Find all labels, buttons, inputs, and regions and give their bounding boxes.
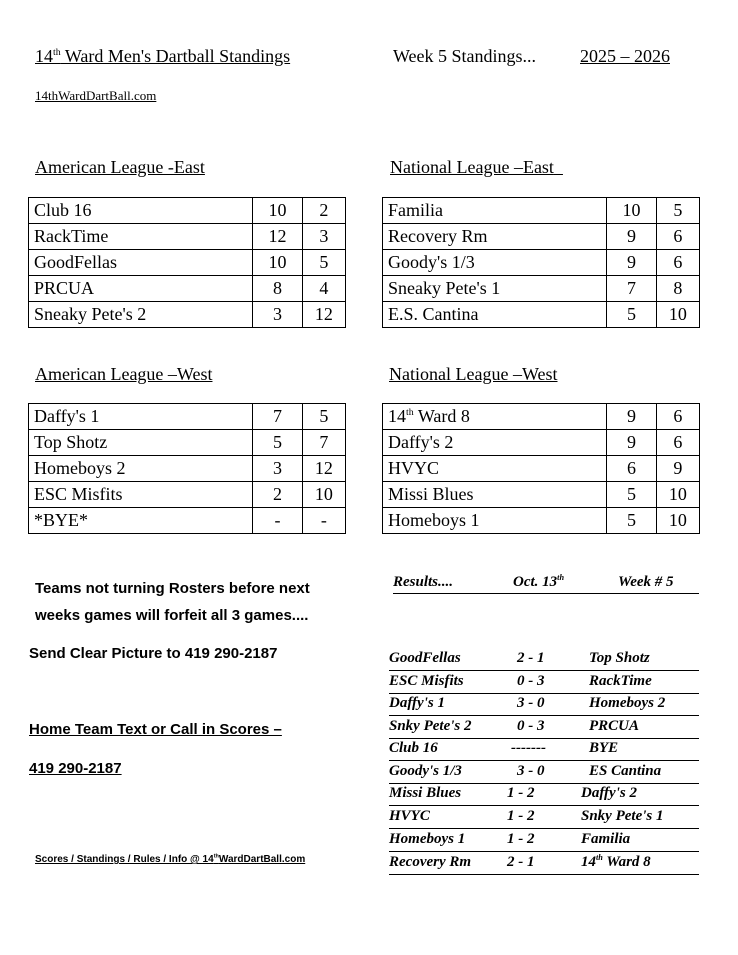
team-name: Sneaky Pete's 2 — [29, 302, 253, 328]
results-date: Oct. 13th — [513, 573, 565, 590]
result-row — [389, 829, 699, 852]
team-losses: 8 — [656, 276, 699, 302]
away-team: Familia — [581, 831, 631, 847]
team-wins: 3 — [253, 302, 302, 328]
away-team: Snky Pete's 1 — [581, 808, 664, 824]
away-team: RackTime — [589, 673, 652, 689]
al-west-standings-table — [28, 403, 346, 534]
team-name: 14th Ward 8 — [383, 404, 607, 430]
team-losses: 10 — [656, 508, 699, 534]
team-losses: 2 — [302, 198, 345, 224]
team-wins: 5 — [607, 482, 656, 508]
result-row — [389, 671, 699, 694]
home-team: Missi Blues — [389, 785, 462, 801]
team-losses: 10 — [656, 302, 699, 328]
team-wins: 3 — [253, 456, 302, 482]
result-row — [389, 648, 699, 671]
team-wins: 5 — [253, 430, 302, 456]
home-team: Snky Pete's 2 — [389, 718, 472, 734]
al-west-title: American League –West — [35, 364, 213, 384]
table-row — [383, 198, 700, 224]
results-label: Results.... — [393, 574, 454, 590]
score: 1 - 2 — [507, 808, 535, 824]
team-name: E.S. Cantina — [383, 302, 607, 328]
team-name: Club 16 — [29, 198, 253, 224]
team-name: Missi Blues — [383, 482, 607, 508]
result-row — [389, 693, 699, 716]
team-wins: 10 — [253, 250, 302, 276]
away-team: ES Cantina — [589, 763, 662, 779]
away-team: BYE — [589, 740, 619, 756]
home-team: Homeboys 1 — [389, 831, 466, 847]
team-losses: 6 — [656, 404, 699, 430]
home-team: Daffy's 1 — [389, 695, 445, 711]
table-row — [383, 302, 700, 328]
away-team: Daffy's 2 — [581, 785, 637, 801]
score: 3 - 0 — [517, 763, 545, 779]
score: 1 - 2 — [507, 831, 535, 847]
home-team: HVYC — [389, 808, 430, 824]
rosters-notice-line1: Teams not turning Rosters before next — [35, 580, 310, 597]
team-losses: 10 — [656, 482, 699, 508]
team-wins: 9 — [607, 250, 656, 276]
team-losses: 3 — [302, 224, 345, 250]
result-row — [389, 852, 699, 875]
team-wins: 7 — [607, 276, 656, 302]
website-link[interactable]: 14thWardDartBall.com — [35, 88, 157, 103]
table-row — [383, 456, 700, 482]
table-row — [29, 198, 346, 224]
result-row — [389, 716, 699, 739]
result-row — [389, 806, 699, 829]
home-team: ESC Misfits — [389, 673, 464, 689]
team-name: Familia — [383, 198, 607, 224]
team-name: Homeboys 1 — [383, 508, 607, 534]
team-wins: 12 — [253, 224, 302, 250]
team-losses: 6 — [656, 430, 699, 456]
team-name: Daffy's 1 — [29, 404, 253, 430]
table-row — [383, 430, 700, 456]
team-name: PRCUA — [29, 276, 253, 302]
team-losses: 5 — [302, 250, 345, 276]
nl-west-title: National League –West — [389, 364, 558, 384]
team-wins: 5 — [607, 508, 656, 534]
team-wins: 9 — [607, 224, 656, 250]
home-team: GoodFellas — [389, 650, 461, 666]
table-row — [383, 224, 700, 250]
page-title: 14th Ward Men's Dartball Standings — [35, 46, 291, 66]
team-name: Recovery Rm — [383, 224, 607, 250]
score: 2 - 1 — [507, 854, 535, 870]
result-row — [389, 783, 699, 806]
team-losses: 5 — [302, 404, 345, 430]
score: 2 - 1 — [517, 650, 545, 666]
nl-east-standings-table — [382, 197, 700, 328]
rosters-notice-line2: weeks games will forfeit all 3 games.... — [35, 607, 309, 624]
home-team: Recovery Rm — [389, 854, 472, 870]
team-wins: 8 — [253, 276, 302, 302]
team-name: Top Shotz — [29, 430, 253, 456]
picture-notice: Send Clear Picture to 419 290-2187 — [29, 645, 278, 662]
score: ------- — [511, 740, 546, 756]
team-wins: 2 — [253, 482, 302, 508]
table-row — [29, 250, 346, 276]
table-row — [29, 404, 346, 430]
table-row — [29, 430, 346, 456]
table-row — [29, 508, 346, 534]
week-label: Week 5 Standings... — [393, 46, 537, 66]
home-team-notice: Home Team Text or Call in Scores – — [29, 721, 282, 738]
away-team: Homeboys 2 — [589, 695, 666, 711]
team-losses: 6 — [656, 250, 699, 276]
team-losses: 12 — [302, 456, 345, 482]
result-row — [389, 738, 699, 761]
team-losses: - — [302, 508, 345, 534]
team-wins: 9 — [607, 430, 656, 456]
team-name: GoodFellas — [29, 250, 253, 276]
team-losses: 7 — [302, 430, 345, 456]
table-row — [383, 404, 700, 430]
team-name: Daffy's 2 — [383, 430, 607, 456]
al-east-title: American League -East — [35, 157, 205, 177]
score: 0 - 3 — [517, 718, 545, 734]
table-row — [383, 508, 700, 534]
score: 1 - 2 — [507, 785, 535, 801]
team-wins: 5 — [607, 302, 656, 328]
team-losses: 12 — [302, 302, 345, 328]
table-row — [29, 276, 346, 302]
team-name: RackTime — [29, 224, 253, 250]
home-team: Goody's 1/3 — [389, 763, 462, 779]
phone-number: 419 290-2187 — [29, 760, 122, 777]
team-losses: 6 — [656, 224, 699, 250]
team-name: Goody's 1/3 — [383, 250, 607, 276]
score: 0 - 3 — [517, 673, 545, 689]
away-team: Top Shotz — [589, 650, 650, 666]
footer-info-line: Scores / Standings / Rules / Info @ 14thWardDartBall.com — [35, 853, 306, 865]
team-name: Homeboys 2 — [29, 456, 253, 482]
nl-west-standings-table — [382, 403, 700, 534]
team-name: ESC Misfits — [29, 482, 253, 508]
results-week: Week # 5 — [618, 574, 674, 590]
table-row — [383, 276, 700, 302]
team-wins: - — [253, 508, 302, 534]
team-wins: 6 — [607, 456, 656, 482]
score: 3 - 0 — [517, 695, 545, 711]
team-name: HVYC — [383, 456, 607, 482]
table-row — [383, 250, 700, 276]
table-row — [29, 482, 346, 508]
results-header — [393, 574, 699, 594]
team-wins: 9 — [607, 404, 656, 430]
team-wins: 7 — [253, 404, 302, 430]
team-wins: 10 — [253, 198, 302, 224]
nl-east-title: National League –East — [390, 157, 554, 177]
season-label: 2025 – 2026 — [580, 46, 670, 66]
team-losses: 5 — [656, 198, 699, 224]
team-wins: 10 — [607, 198, 656, 224]
table-row — [29, 224, 346, 250]
team-name: Sneaky Pete's 1 — [383, 276, 607, 302]
result-row — [389, 761, 699, 784]
team-losses: 10 — [302, 482, 345, 508]
team-losses: 9 — [656, 456, 699, 482]
table-row — [383, 482, 700, 508]
away-team: PRCUA — [589, 718, 640, 734]
away-team: 14th Ward 8 — [581, 853, 651, 870]
al-east-standings-table — [28, 197, 346, 328]
table-row — [29, 456, 346, 482]
team-name: *BYE* — [29, 508, 253, 534]
table-row — [29, 302, 346, 328]
home-team: Club 16 — [389, 740, 438, 756]
team-losses: 4 — [302, 276, 345, 302]
